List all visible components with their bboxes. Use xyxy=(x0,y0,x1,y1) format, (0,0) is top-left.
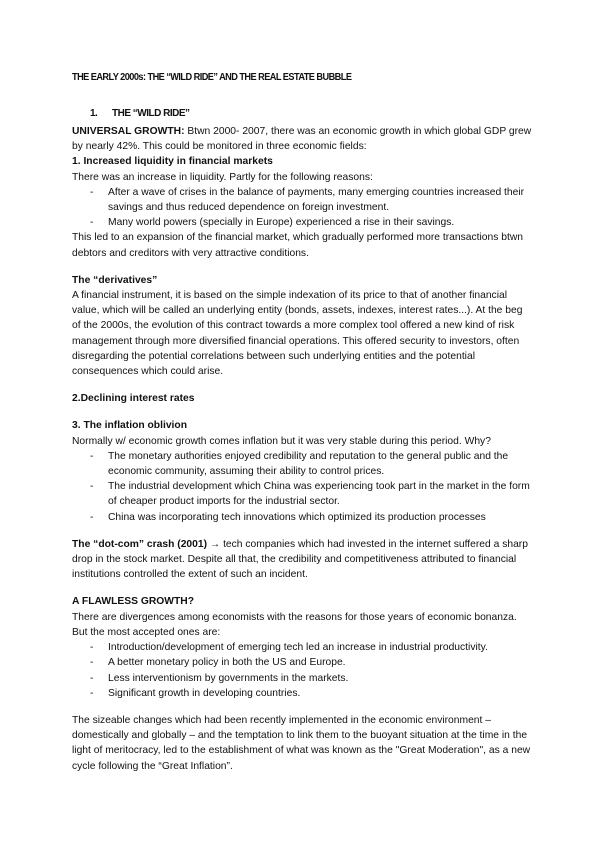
closing-paragraph: The sizeable changes which had been recently implemented in the economic environment – domestically and globally – and the temptation to link them to the buoyant situation at the time in the light of meritocracy, led to the establishment of what was known as the "Great Moderation", as a new cycle following the “Great Inflation”. xyxy=(72,714,531,772)
inflation-heading: 3. The inflation oblivion xyxy=(72,420,187,432)
liquidity-heading: 1. Increased liquidity in financial markets xyxy=(72,156,273,168)
flawless-growth-lead: There are divergences among economists with the reasons for those years of economic bonanza. But the most accepted ones are: xyxy=(72,611,517,638)
list-item: - Significant growth in developing countries. xyxy=(72,686,532,701)
interest-rates-heading: 2.Declining interest rates xyxy=(72,393,195,405)
document-title: THE EARLY 2000s: THE “WILD RIDE” AND THE REAL ESTATE BUBBLE xyxy=(72,72,352,83)
derivatives-paragraph: A financial instrument, it is based on the simple indexation of its price to that of another financial value, which will be called an underlying entity (bonds, assets, indexes, interest rates...). At the beg of the 2000s, the evolution of this contract towards a more complex tool offered a new kind of risk management through more diversified financial operations. This offered security to investors, often disregarding the potential correlations between such underlying entities and the potential consequences which could arise. xyxy=(72,290,523,378)
flawless-growth-heading: A FLAWLESS GROWTH? xyxy=(72,596,195,608)
universal-growth-text: Btwn 2000- 2007, there was an economic growth in which global GDP grew by nearly 42%. This could be monitored in three economic fields: xyxy=(72,126,532,153)
list-item: - A better monetary policy in both the US and Europe. xyxy=(72,655,532,670)
liquidity-lead: There was an increase in liquidity. Partly for the following reasons: xyxy=(72,171,373,183)
section-number: 1. xyxy=(90,108,98,119)
universal-growth-paragraph xyxy=(72,124,532,154)
list-item: - Many world powers (specially in Europe) experienced a rise in their savings. xyxy=(72,215,532,230)
list-item: - The industrial development which China was experiencing took part in the market in the form of cheaper product imports for the industrial sector. xyxy=(72,479,532,509)
list-item: - Less interventionism by governments in the markets. xyxy=(72,671,532,686)
list-item: - Introduction/development of emerging tech led an increase in industrial productivity. xyxy=(72,640,532,655)
liquidity-list xyxy=(72,185,532,231)
list-item: - The monetary authorities enjoyed credibility and reputation to the general public and the economic community, assuming their ability to control prices. xyxy=(72,449,532,479)
list-item: - After a wave of crises in the balance of payments, many emerging countries increased their savings and thus reduced dependence on foreign investment. xyxy=(72,185,532,215)
derivatives-heading: The “derivatives” xyxy=(72,274,158,286)
flawless-growth-list xyxy=(72,640,532,701)
dotcom-label: The “dot-com” crash (2001) xyxy=(72,538,208,550)
section-label: THE “WILD RIDE” xyxy=(112,108,190,119)
section-heading-wild-ride xyxy=(72,106,532,124)
dotcom-paragraph xyxy=(72,537,532,583)
document-body xyxy=(72,106,532,774)
inflation-lead: Normally w/ economic growth comes inflation but it was very stable during this period. Why? xyxy=(72,435,491,447)
list-item: - China was incorporating tech innovations which optimized its production processes xyxy=(72,510,532,525)
dotcom-text: → tech companies which had invested in the internet suffered a sharp drop in the stock market. Despite all that, the credibility and competitiveness attributed to financial institutions controlled the extent of such an incident. xyxy=(72,538,528,581)
universal-growth-label: UNIVERSAL GROWTH: xyxy=(72,126,185,137)
liquidity-conclusion: This led to an expansion of the financial market, which gradually performed more transactions btwn debtors and creditors with very attractive conditions. xyxy=(72,232,524,259)
inflation-list xyxy=(72,449,532,525)
